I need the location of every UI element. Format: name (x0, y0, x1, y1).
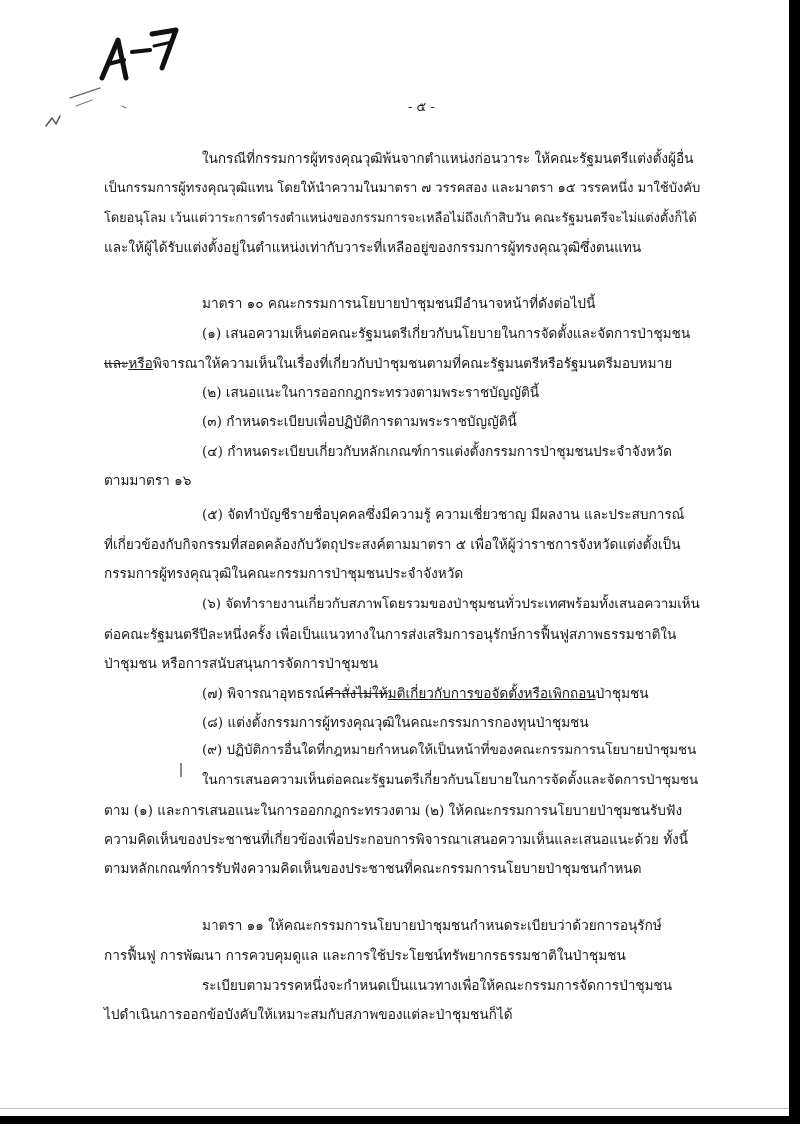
section11-line2: การฟื้นฟู การพัฒนา การควบคุมดูแล และการใช้ประโยชน์ทรัพยากรธรรมชาติในป่าชุมชน (104, 948, 626, 964)
struck-text: คำสั่งไม่ให้ (324, 686, 388, 702)
para1-line-3: โดยอนุโลม เว้นแต่วาระการดำรงตำแหน่งของกรรมการจะเหลือไม่ถึงเก้าสิบวัน คณะรัฐมนตรีจะไม่แต่งตั้งก็ได้ (104, 211, 697, 226)
section10-item2: (๒) เสนอแนะในการออกกฎกระทรวงตามพระราชบัญญัตินี้ (202, 385, 540, 401)
section10-item4-line2: ตามมาตรา ๑๖ (104, 473, 192, 489)
section10-para-line2: ตาม (๑) และการเสนอแนะในการออกกฎกระทรวงตาม (๒) ให้คณะกรรมการนโยบายป่าชุมชนรับฟัง (104, 803, 683, 819)
page-number: - ๕ - (408, 100, 435, 115)
section10-para-line1: ในการเสนอความเห็นต่อคณะรัฐมนตรีเกี่ยวกับนโยบายในการจัดตั้งและจัดการป่าชุมชน (202, 773, 699, 788)
section10-para-line4: ตามหลักเกณฑ์การรับฟังความคิดเห็นของประชาชนที่คณะกรรมการนโยบายป่าชุมชนกำหนด (104, 861, 642, 877)
section10-item4-line1: (๔) กำหนดระเบียบเกี่ยวกับหลักเกณฑ์การแต่งตั้งกรรมการป่าชุมชนประจำจังหวัด (202, 444, 672, 460)
section10-item7 (202, 685, 649, 703)
section10-item9: (๙) ปฏิบัติการอื่นใดที่กฎหมายกำหนดให้เป็นหน้าที่ของคณะกรรมการนโยบายป่าชุมชน (202, 743, 697, 758)
section10-para-line3: ความคิดเห็นของประชาชนที่เกี่ยวข้องเพื่อประกอบการพิจารณาเสนอความเห็นและเสนอแนะด้วย ทั้งนี้ (104, 832, 689, 848)
item1-rest: พิจารณาให้ความเห็นในเรื่องที่เกี่ยวกับป่าชุมชนตามที่คณะรัฐมนตรีหรือรัฐมนตรีมอบหมาย (152, 356, 673, 372)
struck-text: และ (104, 356, 129, 372)
section10-item1-line1: (๑) เสนอความเห็นต่อคณะรัฐมนตรีเกี่ยวกับนโยบายในการจัดตั้งและจัดการป่าชุมชน (202, 326, 691, 342)
scan-line (0, 1108, 789, 1109)
section11-line1: มาตรา ๑๑ ให้คณะกรรมการนโยบายป่าชุมชนกำหนดระเบียบว่าด้วยการอนุรักษ์ (202, 918, 662, 934)
section10-item6-line3: ป่าชุมชน หรือการสนับสนุนการจัดการป่าชุมชน (104, 656, 379, 672)
margin-mark (180, 763, 182, 777)
item7-post: ป่าชุมชน (595, 686, 649, 702)
para1-line-2: เป็นกรรมการผู้ทรงคุณวุฒิแทน โดยให้นำความในมาตรา ๗ วรรคสอง และมาตรา ๑๕ วรรคหนึ่ง มาใช้บังคับ (104, 181, 701, 196)
section11-line4: ไปดำเนินการออกข้อบังคับให้เหมาะสมกับสภาพของแต่ละป่าชุมชนก็ได้ (104, 1007, 513, 1023)
section10-item3: (๓) กำหนดระเบียบเพื่อปฏิบัติการตามพระราชบัญญัตินี้ (202, 414, 517, 430)
section10-item5-line1: (๕) จัดทำบัญชีรายชื่อบุคคลซึ่งมีความรู้ ความเชี่ยวชาญ มีผลงาน และประสบการณ์ (202, 507, 685, 523)
para1-line-4: และให้ผู้ได้รับแต่งตั้งอยู่ในตำแหน่งเท่ากับวาระที่เหลืออยู่ของกรรมการผู้ทรงคุณวุฒิซึ่งตนแทน (104, 240, 642, 256)
section10-heading: มาตรา ๑๐ คณะกรรมการนโยบายป่าชุมชนมีอำนาจหน้าที่ดังต่อไปนี้ (202, 296, 596, 312)
para1-line-1: ในกรณีที่กรรมการผู้ทรงคุณวุฒิพ้นจากตำแหน่งก่อนวาระ ให้คณะรัฐมนตรีแต่งตั้งผู้อื่น (202, 151, 694, 167)
section10-item8: (๘) แต่งตั้งกรรมการผู้ทรงคุณวุฒิในคณะกรรมการกองทุนป่าชุมชน (202, 715, 589, 731)
underlined-text: มติเกี่ยวกับการขอจัดตั้งหรือเพิกถอน (387, 686, 596, 702)
section11-line3: ระเบียบตามวรรคหนึ่งจะกำหนดเป็นแนวทางเพื่อให้คณะกรรมการจัดการป่าชุมชน (202, 978, 673, 994)
section10-item1-line2 (104, 355, 672, 373)
section10-item6-line1: (๖) จัดทำรายงานเกี่ยวกับสภาพโดยรวมของป่าชุมชนทั่วประเทศพร้อมทั้งเสนอความเห็น (202, 597, 700, 612)
section10-item5-line2: ที่เกี่ยวข้องกับกิจกรรมที่สอดคล้องกับวัตถุประสงค์ตามมาตรา ๕ เพื่อให้ผู้ว่าราชการจังหวัดแต่งตั้งเป็น (104, 537, 681, 553)
handwritten-page-label (40, 8, 200, 137)
section10-item5-line3: กรรมการผู้ทรงคุณวุฒิในคณะกรรมการป่าชุมชนประจำจังหวัด (104, 566, 464, 582)
scan-edge-bottom (0, 1116, 800, 1124)
item7-pre: (๗) พิจารณาอุทธรณ์ (202, 686, 325, 702)
scan-edge-right (789, 0, 800, 1124)
underlined-text: หรือ (128, 356, 153, 372)
section10-item6-line2: ต่อคณะรัฐมนตรีปีละหนึ่งครั้ง เพื่อเป็นแนวทางในการส่งเสริมการอนุรักษ์การฟื้นฟูสภาพธรรมชาติใน (104, 627, 677, 643)
